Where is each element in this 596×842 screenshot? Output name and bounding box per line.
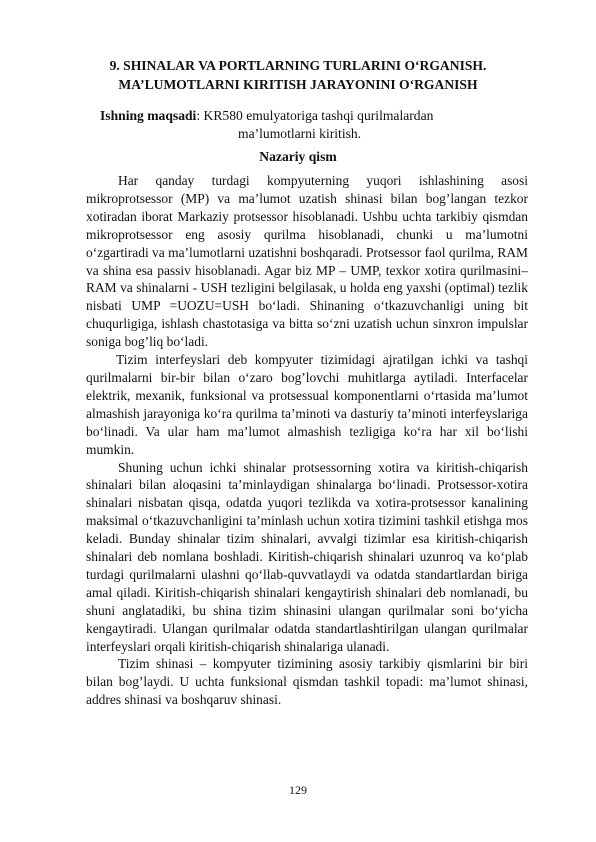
- section-heading: Nazariy qism: [259, 149, 337, 164]
- chapter-title: 9. SHINALAR VA PORTLARNING TURLARINI O‘RGANISH. MA’LUMOTLARNI KIRITISH JARAYONINI O‘RGANISH: [109, 58, 487, 92]
- work-aim: [100, 107, 520, 143]
- aim-text-line1: : KR580 emulyatoriga tashqi qurilmalardan: [196, 108, 434, 123]
- paragraph: Shuning uchun ichki shinalar protsessorning xotira va kiritish-chiqarish shinalari bilan aloqasini ta’minlaydigan shinalarga bo‘linadi. Protsessor-xotira shinalari nisbatan qisqa, odatda yuqori tezlikda va xotira-protsessor kanalining maksimal o‘tkazuvchanligini ta’minlash uchun xotira tizimini tashkil etishga mos keladi. Bunday shinalar tizim shinalari, avvalgi tizimlar esa kiritish-chiqarish shinalari deb nomlana boshladi. Kiritish-chiqarish shinalari uzunroq va ko‘plab turdagi qurilmalarni ulashni qo‘llab-quvvatlaydi va odatda standartlardan biriga amal qiladi. Kiritish-chiqarish shinalari kengaytirish shinalari deb nomlanadi, bu shuni anglatadiki, bu shina tizim shinasini ulangan qurilmalar soni bo‘yicha kengaytiradi. Ulangan qurilmalar odatda standartlashtirilgan ulangan qurilmalar interfeyslari orqali kiritish-chiqarish shinalariga ulanadi.: [86, 459, 528, 654]
- paragraph: Tizim interfeyslari deb kompyuter tizimidagi ajratilgan ichki va tashqi qurilmalarni bir-bir bilan o‘zaro bog’lovchi muhitlarga aytiladi. Interfacelar elektrik, mexanik, funksional va protsessual komponentlarni o‘rtasida ma’lumot almashish jarayoniga ko‘ra qurilma ta’minoti va dasturiy ta’minoti interfeyslariga bo‘linadi. Va ular ham ma’lumot almashish tezligiga ko‘ra har xil bo‘lishi mumkin.: [86, 352, 528, 457]
- paragraph: Har qanday turdagi kompyuterning yuqori ishlashining asosi mikroprotsessor (MP) va ma’lumot uzatish shinasi bilan bog’langan tezkor xotiradan iborat Markaziy protsessor hisoblanadi. Ushbu uchta tarkibiy qismdan mikroprotsessor eng asosiy qurilma hisoblanadi, chunki u ma’lumotni o‘zgartiradi va ma’lumotlarni uzatishni boshqaradi. Protsessor faol qurilma, RAM va shina esa passiv hisoblanadi. Agar biz MP – UMP, texkor xotira qurilmasini– RAM va shinalarni - USH tezligini belgilasak, u holda eng yaxshi (optimal) tezlik nisbati UMP =UOZU=USH bo‘ladi. Shinaning o‘tkazuvchanligi uning bit chuqurligiga, ishlash chastotasiga va bitta so‘zni uzatish uchun sinxron impulslar soniga bog’liq bo‘ladi.: [86, 173, 528, 350]
- aim-text-line2: ma’lumotlarni kiritish.: [238, 126, 362, 141]
- paragraph: Tizim shinasi – kompyuter tizimining asosiy tarkibiy qismlarini bir biri bilan bog’laydi. U uchta funksional qismdan tashkil topadi: ma’lumot shinasi, addres shinasi va boshqaruv shinasi.: [86, 656, 528, 708]
- page-number: 129: [289, 783, 307, 797]
- body-text: [86, 172, 528, 709]
- aim-label: Ishning maqsadi: [100, 108, 197, 123]
